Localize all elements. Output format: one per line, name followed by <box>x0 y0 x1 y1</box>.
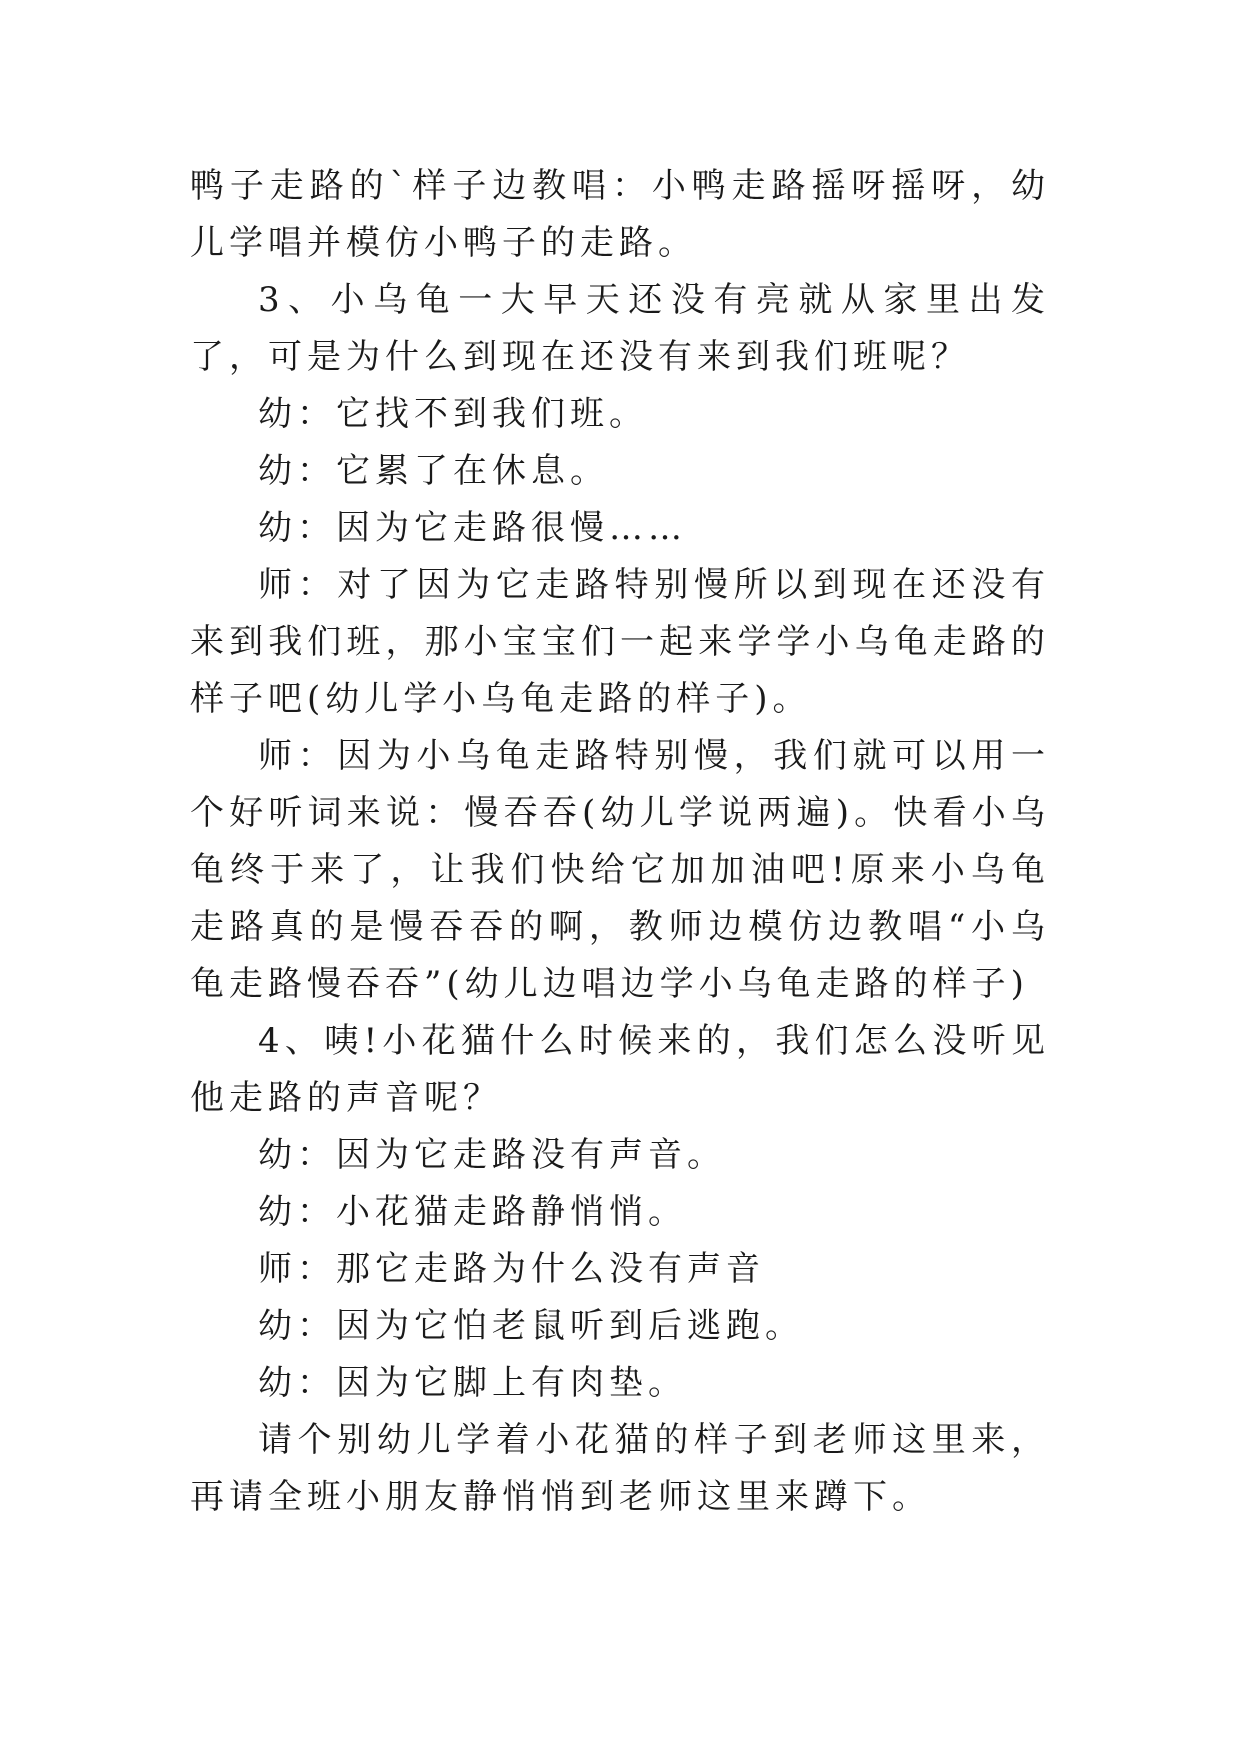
paragraph: 幼：它找不到我们班。 <box>258 394 648 434</box>
paragraph: 4、咦!小花猫什么时候来的，我们怎么没听见他走路的声音呢？ <box>190 1021 1050 1118</box>
paragraph: 幼：因为它怕老鼠听到后逃跑。 <box>258 1306 804 1346</box>
document-body <box>190 158 1050 1526</box>
paragraph: 幼：因为它脚上有肉垫。 <box>258 1363 687 1403</box>
paragraph: 师：对了因为它走路特别慢所以到现在还没有来到我们班，那小宝宝们一起来学学小乌龟走路的样子吧(幼儿学小乌龟走路的样子)。 <box>190 565 1050 719</box>
paragraph: 幼：小花猫走路静悄悄。 <box>258 1192 687 1232</box>
paragraph: 请个别幼儿学着小花猫的样子到老师这里来，再请全班小朋友静悄悄到老师这里来蹲下。 <box>190 1420 1050 1517</box>
paragraph: 幼：它累了在休息。 <box>258 451 609 491</box>
paragraph: 幼：因为它走路没有声音。 <box>258 1135 726 1175</box>
paragraph: 3、小乌龟一大早天还没有亮就从家里出发了，可是为什么到现在还没有来到我们班呢？ <box>190 280 1050 377</box>
paragraph: 幼：因为它走路很慢…… <box>258 508 687 548</box>
paragraph: 鸭子走路的`样子边教唱：小鸭走路摇呀摇呀，幼儿学唱并模仿小鸭子的走路。 <box>190 166 1050 263</box>
paragraph: 师：那它走路为什么没有声音 <box>258 1249 765 1289</box>
paragraph: 师：因为小乌龟走路特别慢，我们就可以用一个好听词来说：慢吞吞(幼儿学说两遍)。快看小乌龟终于来了，让我们快给它加加油吧!原来小乌龟走路真的是慢吞吞的啊，教师边模仿边教唱“小乌龟走路慢吞吞”(幼儿边唱边学小乌龟走路的样子) <box>190 736 1050 1004</box>
